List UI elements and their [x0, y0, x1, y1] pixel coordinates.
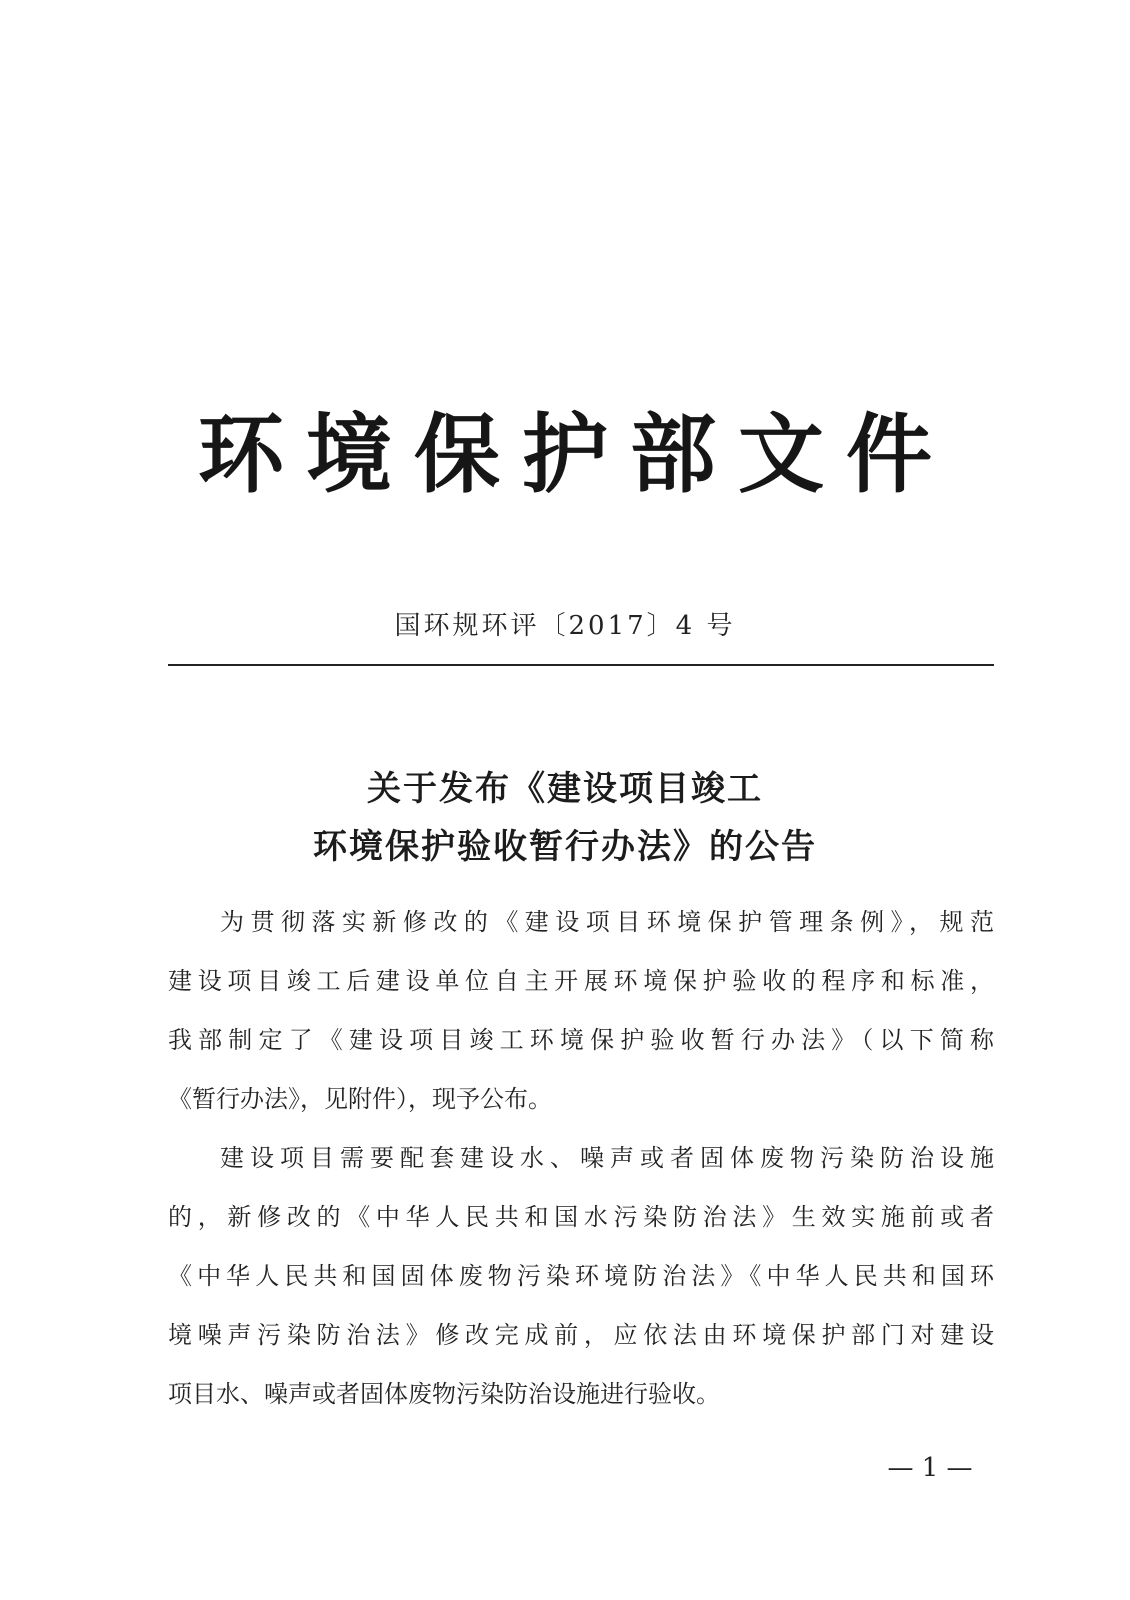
body-line: 的，新修改的《中华人民共和国水污染防治法》生效实施前或者: [168, 1203, 994, 1231]
page-number: — 1 —: [887, 1453, 973, 1483]
body-line: 我部制定了《建设项目竣工环境保护验收暂行办法》（以下简称: [168, 1026, 994, 1054]
body-line: 项目水、噪声或者固体废物污染防治设施进行验收。: [168, 1380, 720, 1408]
issuing-authority-title: 环境保护部文件: [198, 405, 954, 505]
body-line: 《暂行办法》，见附件），现予公布。: [168, 1085, 552, 1113]
document-number: 国环规环评〔2017〕4 号: [394, 611, 736, 641]
notice-title: [0, 760, 1130, 876]
notice-title-line: 关于发布《建设项目竣工: [367, 769, 763, 809]
body-line: 为贯彻落实新修改的《建设项目环境保护管理条例》，规范: [220, 908, 994, 936]
body-line: 建设项目竣工后建设单位自主开展环境保护验收的程序和标准，: [168, 967, 994, 995]
header-divider: [168, 664, 994, 666]
body-paragraph-2: [168, 1129, 994, 1424]
body-line: 《中华人民共和国固体废物污染环境防治法》《中华人民共和国环: [168, 1262, 994, 1290]
notice-title-line: 环境保护验收暂行办法》的公告: [313, 827, 817, 867]
body-line: 建设项目需要配套建设水、噪声或者固体废物污染防治设施: [220, 1144, 994, 1172]
body-paragraph-1: [168, 893, 994, 1129]
body-line: 境噪声污染防治法》修改完成前，应依法由环境保护部门对建设: [168, 1321, 994, 1349]
